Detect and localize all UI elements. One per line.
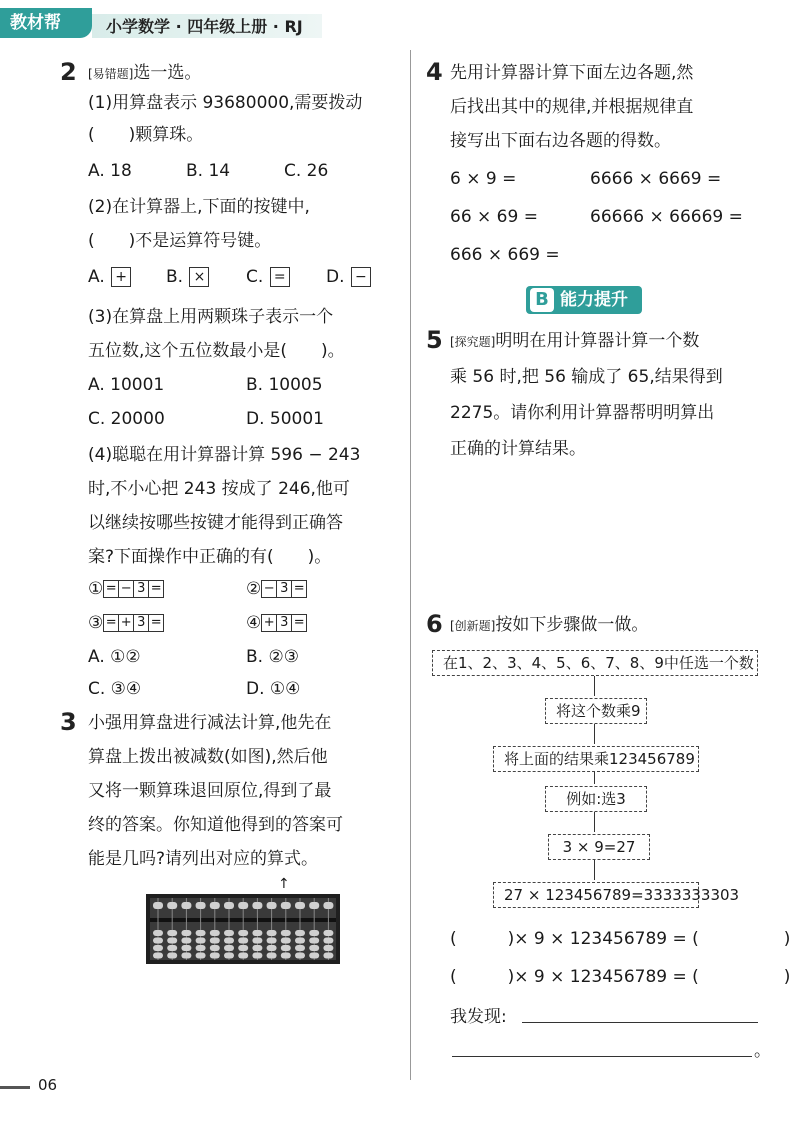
abacus-lower-bead — [196, 938, 206, 944]
discover-end-mark: 。 — [754, 1041, 771, 1061]
equals-key-icon: = — [103, 580, 119, 598]
abacus-lower-bead — [153, 953, 163, 959]
q2-4-option-c: C. ③④ — [88, 679, 142, 699]
abacus-upper-bead — [224, 902, 234, 909]
abacus-lower-bead — [181, 945, 191, 951]
abacus-upper-bead — [181, 902, 191, 909]
multiply-key-icon: × — [189, 267, 209, 287]
q2-3-option-b: B. 10005 — [246, 375, 323, 395]
abacus-lower-bead — [323, 938, 333, 944]
equals-key-icon: = — [148, 614, 164, 632]
minus-key-icon: − — [261, 580, 277, 598]
q2-4-line2: 时,不小心把 243 按成了 246,他可 — [88, 479, 350, 499]
q2-1-option-b: B. 14 — [186, 161, 231, 181]
q6-tag: [创新题] — [450, 619, 496, 633]
section-b-letter: B — [530, 288, 554, 312]
equals-key-icon: = — [148, 580, 164, 598]
abacus-lower-bead — [309, 953, 319, 959]
abacus-lower-bead — [295, 945, 305, 951]
flow-example: 例如:选3 — [545, 786, 647, 812]
abacus-lower-bead — [210, 930, 220, 936]
q2-number: 2 — [60, 58, 77, 86]
q5-tag: [探究题] — [450, 335, 496, 349]
abacus-lower-bead — [281, 953, 291, 959]
equals-key-icon: = — [270, 267, 290, 287]
sequence-label: ④ — [246, 613, 262, 633]
q2-3-option-c: C. 20000 — [88, 409, 165, 429]
q4-line2: 后找出其中的规律,并根据规律直 — [450, 97, 694, 117]
abacus-illustration — [146, 894, 340, 964]
q2-intro: 选一选。 — [133, 63, 202, 83]
q5-line4: 正确的计算结果。 — [450, 439, 586, 459]
q5-line1 — [450, 330, 699, 353]
q2-tag: [易错题] — [88, 67, 134, 81]
abacus-upper-bead — [153, 902, 163, 909]
abacus-lower-bead — [323, 953, 333, 959]
abacus-lower-bead — [267, 953, 277, 959]
abacus-lower-bead — [238, 930, 248, 936]
abacus-lower-bead — [238, 953, 248, 959]
abacus-upper-bead — [252, 902, 262, 909]
option-label: A. — [88, 267, 105, 287]
brand-tab: 教材帮 — [0, 8, 92, 38]
abacus-lower-bead — [210, 953, 220, 959]
abacus-lower-bead — [323, 945, 333, 951]
abacus-upper-bead — [167, 902, 177, 909]
q6-blank-row-1[interactable]: ( )× 9 × 123456789 = ( ) — [450, 929, 791, 949]
digit-3-key-icon: 3 — [133, 614, 149, 632]
q3-line1: 小强用算盘进行减法计算,他先在 — [88, 713, 332, 733]
q5-line2: 乘 56 时,把 56 输成了 65,结果得到 — [450, 367, 723, 387]
abacus-lower-bead — [267, 930, 277, 936]
q2-4-option-d: D. ①④ — [246, 679, 301, 699]
abacus-lower-bead — [167, 930, 177, 936]
abacus-lower-bead — [210, 938, 220, 944]
abacus-upper-bead — [323, 902, 333, 909]
q6-blank-row-2[interactable]: ( )× 9 × 123456789 = ( ) — [450, 967, 791, 987]
footer-bar — [0, 1086, 30, 1089]
abacus-lower-bead — [210, 945, 220, 951]
column-divider — [410, 50, 411, 1080]
plus-key-icon: + — [111, 267, 131, 287]
abacus-lower-bead — [323, 930, 333, 936]
flow-arrow — [594, 724, 595, 744]
flow-step-multiply9: 将这个数乘9 — [545, 698, 647, 724]
q4-left-2: 66 × 69 = — [450, 207, 538, 227]
q2-2-line1: (2)在计算器上,下面的按键中, — [88, 197, 310, 217]
abacus-lower-bead — [295, 930, 305, 936]
abacus-lower-bead — [267, 938, 277, 944]
abacus-lower-bead — [252, 938, 262, 944]
flow-arrow — [594, 812, 595, 832]
option-label: C. — [246, 267, 264, 287]
abacus-lower-bead — [196, 945, 206, 951]
q6-discover-label: 我发现: — [450, 1007, 507, 1027]
abacus-upper-bead — [210, 902, 220, 909]
q3-line5: 能是几吗?请列出对应的算式。 — [88, 849, 319, 869]
abacus-upper-bead — [309, 902, 319, 909]
q2-2-option-c — [246, 266, 291, 288]
abacus-lower-bead — [181, 930, 191, 936]
q6-intro: 按如下步骤做一做。 — [495, 615, 649, 635]
equals-key-icon: = — [103, 614, 119, 632]
q2-4-line1: (4)聪聪在用计算器计算 596 − 243 — [88, 445, 361, 465]
q3-number: 3 — [60, 708, 77, 736]
abacus-lower-bead — [181, 953, 191, 959]
q2-3-line1: (3)在算盘上用两颗珠子表示一个 — [88, 307, 334, 327]
page-number: 06 — [38, 1076, 58, 1094]
q5-number: 5 — [426, 326, 443, 354]
abacus-lower-bead — [153, 938, 163, 944]
abacus-upper-bead — [295, 902, 305, 909]
flow-arrow — [594, 676, 595, 696]
q2-4-option-a: A. ①② — [88, 647, 141, 667]
section-b-banner: 能力提升 — [526, 286, 642, 314]
book-title: 小学数学 · 四年级上册 · RJ — [106, 17, 303, 36]
q4-right-2: 66666 × 66669 = — [590, 207, 743, 227]
sequence-label: ② — [246, 579, 262, 599]
digit-3-key-icon: 3 — [276, 580, 292, 598]
minus-key-icon: − — [118, 580, 134, 598]
abacus-lower-bead — [238, 945, 248, 951]
flow-arrow — [594, 860, 595, 880]
flow-example-step1: 3 × 9=27 — [548, 834, 650, 860]
abacus-lower-bead — [224, 945, 234, 951]
abacus-lower-bead — [153, 930, 163, 936]
abacus-lower-bead — [309, 930, 319, 936]
sequence-label: ① — [88, 579, 104, 599]
q2-3-option-d: D. 50001 — [246, 409, 324, 429]
abacus-lower-bead — [295, 953, 305, 959]
abacus-lower-bead — [238, 938, 248, 944]
q4-left-1: 6 × 9 = — [450, 169, 517, 189]
flow-example-result: 27 × 123456789=3333333303 — [493, 882, 699, 908]
q2-2-option-d — [326, 266, 372, 288]
abacus-lower-bead — [267, 945, 277, 951]
q5-line1-text: 明明在用计算器计算一个数 — [495, 331, 700, 351]
abacus-lower-bead — [167, 953, 177, 959]
abacus-lower-bead — [167, 945, 177, 951]
q2-3-line2: 五位数,这个五位数最小是( )。 — [88, 341, 345, 361]
key-sequence-2 — [246, 578, 306, 600]
abacus-lower-bead — [196, 953, 206, 959]
flow-arrow — [594, 772, 595, 784]
sequence-label: ③ — [88, 613, 104, 633]
key-sequence-3 — [88, 612, 163, 634]
abacus-upper-bead — [281, 902, 291, 909]
discover-answer-line-1[interactable] — [522, 1022, 758, 1023]
abacus-lower-bead — [224, 930, 234, 936]
q2-heading — [88, 62, 201, 85]
plus-key-icon: + — [118, 614, 134, 632]
abacus-lower-bead — [281, 938, 291, 944]
abacus-lower-bead — [281, 930, 291, 936]
abacus-lower-bead — [252, 945, 262, 951]
q2-1-option-c: C. 26 — [284, 161, 329, 181]
abacus-lower-bead — [153, 945, 163, 951]
minus-key-icon: − — [351, 267, 371, 287]
abacus-lower-bead — [309, 945, 319, 951]
q2-4-option-b: B. ②③ — [246, 647, 299, 667]
q4-right-1: 6666 × 6669 = — [590, 169, 722, 189]
q2-4-line4: 案?下面操作中正确的有( )。 — [88, 547, 332, 567]
q2-1-line1: (1)用算盘表示 93680000,需要拨动 — [88, 93, 363, 113]
abacus-lower-bead — [181, 938, 191, 944]
abacus-upper-bead — [267, 902, 277, 909]
abacus-lower-bead — [196, 930, 206, 936]
key-sequence-4 — [246, 612, 306, 634]
abacus-lower-bead — [252, 930, 262, 936]
equals-key-icon: = — [291, 614, 307, 632]
flow-step-choose: 在1、2、3、4、5、6、7、8、9中任选一个数 — [432, 650, 758, 676]
digit-3-key-icon: 3 — [133, 580, 149, 598]
q5-line3: 2275。请你利用计算器帮明明算出 — [450, 403, 715, 423]
q3-line4: 终的答案。你知道他得到的答案可 — [88, 815, 343, 835]
key-sequence-1 — [88, 578, 163, 600]
q4-line3: 接写出下面右边各题的得数。 — [450, 131, 671, 151]
q3-line2: 算盘上拨出被减数(如图),然后他 — [88, 747, 328, 767]
q2-2-option-b — [166, 266, 210, 288]
q2-1-line2: ( )颗算珠。 — [88, 125, 204, 145]
flow-step-multiply-123456789: 将上面的结果乘123456789 — [493, 746, 699, 772]
q6-number: 6 — [426, 610, 443, 638]
equals-key-icon: = — [291, 580, 307, 598]
q2-2-option-a — [88, 266, 132, 288]
q2-3-option-a: A. 10001 — [88, 375, 165, 395]
q4-left-3: 666 × 669 = — [450, 245, 560, 265]
plus-key-icon: + — [261, 614, 277, 632]
abacus-lower-bead — [224, 953, 234, 959]
discover-answer-line-2[interactable] — [452, 1056, 752, 1057]
abacus-upper-bead — [238, 902, 248, 909]
q3-line3: 又将一颗算珠退回原位,得到了最 — [88, 781, 332, 801]
q4-number: 4 — [426, 58, 443, 86]
q6-heading — [450, 614, 648, 637]
abacus-lower-bead — [309, 938, 319, 944]
abacus-upper-bead — [196, 902, 206, 909]
q2-4-line3: 以继续按哪些按键才能得到正确答 — [88, 513, 343, 533]
abacus-lower-bead — [295, 938, 305, 944]
abacus-arrow-mark: ↑ — [278, 876, 290, 892]
abacus-lower-bead — [224, 938, 234, 944]
option-label: D. — [326, 267, 345, 287]
q2-2-line2: ( )不是运算符号键。 — [88, 231, 272, 251]
digit-3-key-icon: 3 — [276, 614, 292, 632]
abacus-lower-bead — [167, 938, 177, 944]
abacus-lower-bead — [281, 945, 291, 951]
option-label: B. — [166, 267, 184, 287]
q4-line1: 先用计算器计算下面左边各题,然 — [450, 63, 694, 83]
q2-1-option-a: A. 18 — [88, 161, 132, 181]
abacus-lower-bead — [252, 953, 262, 959]
